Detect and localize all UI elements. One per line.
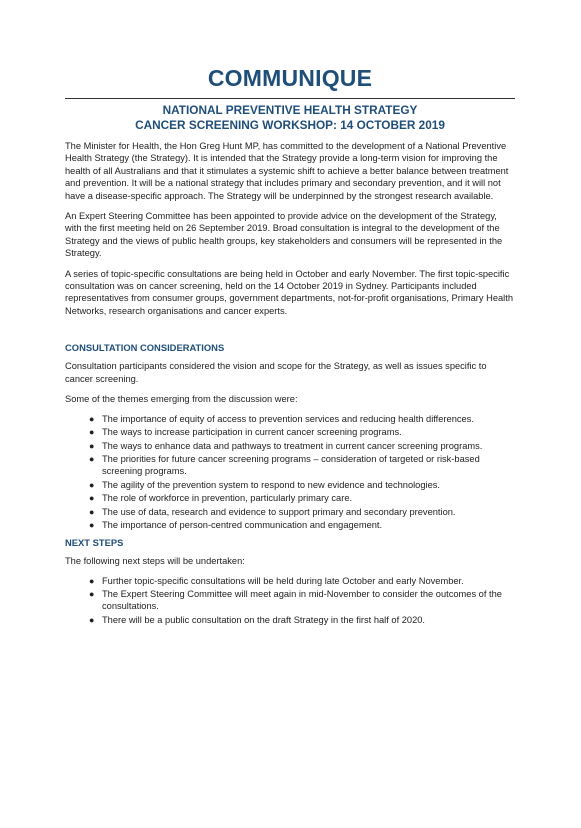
theme-text: The ways to increase participation in current cancer screening programs. [102,427,402,438]
next-step-text: Further topic-specific consultations will be held during late October and early November. [102,575,464,586]
list-item [65,454,515,478]
list-item [65,615,515,627]
theme-text: The importance of equity of access to prevention services and reducing health differences. [102,413,474,424]
bullet-icon: ● [89,506,95,517]
next-steps-heading: NEXT STEPS [65,537,124,549]
consultation-paragraph-1: Consultation participants considered the vision and scope for the Strategy, as well as issues specific to cancer screening. [65,361,487,384]
bullet-icon: ● [89,520,95,531]
list-item [65,414,515,426]
bullet-icon: ● [89,589,95,600]
document-title: COMMUNIQUE [207,65,373,91]
theme-text: The ways to enhance data and pathways to treatment in current cancer screening programs. [102,440,483,451]
list-item [65,493,515,505]
bullet-icon: ● [89,575,95,586]
theme-text: The use of data, research and evidence to support primary and secondary prevention. [102,506,456,517]
bullet-icon: ● [89,493,95,504]
next-step-text: There will be a public consultation on the draft Strategy in the first half of 2020. [102,614,425,625]
list-item [65,520,515,532]
list-item [65,589,515,613]
document-body [65,140,515,626]
list-item [65,427,515,439]
next-steps-paragraph: The following next steps will be undertaken: [65,556,245,567]
list-item [65,576,515,588]
bullet-icon: ● [89,614,95,625]
themes-list [65,414,515,533]
consultation-heading: CONSULTATION CONSIDERATIONS [65,342,225,354]
subtitle-line-1: NATIONAL PREVENTIVE HEALTH STRATEGY [162,103,418,117]
theme-text: The importance of person-centred communication and engagement. [102,520,383,531]
intro-paragraph-3: A series of topic-specific consultations are being held in October and early November. The first topic-specific consultation was on cancer screening, held on the 14 October 2019 in Sydney. Participants included representatives from consumer groups, government departments, not-for-profit organisations, Primary Health Networks, research organisations and cancer experts. [65,268,513,316]
next-steps-list [65,576,515,627]
bullet-icon: ● [89,427,95,438]
list-item [65,480,515,492]
bullet-icon: ● [89,440,95,451]
theme-text: The role of workforce in prevention, particularly primary care. [102,493,353,504]
subtitle-line-2: CANCER SCREENING WORKSHOP: 14 OCTOBER 2019 [135,118,445,132]
intro-paragraph-2: An Expert Steering Committee has been appointed to provide advice on the development of the Strategy, with the first meeting held on 26 September 2019. Broad consultation is integral to the development of the Strategy and the views of public health groups, key stakeholders and consumers will be represented in the Strategy. [65,211,503,259]
title-divider [65,98,515,99]
bullet-icon: ● [89,454,95,465]
list-item [65,441,515,453]
document-subtitle [65,103,515,133]
next-step-text: The Expert Steering Committee will meet again in mid-November to consider the outcomes of the consultations. [102,589,502,612]
consultation-paragraph-2: Some of the themes emerging from the discussion were: [65,394,298,405]
list-item [65,507,515,519]
theme-text: The agility of the prevention system to respond to new evidence and technologies. [102,479,440,490]
section-spacer [65,325,515,342]
bullet-icon: ● [89,479,95,490]
intro-paragraph-1: The Minister for Health, the Hon Greg Hunt MP, has committed to the development of a National Preventive Health Strategy (the Strategy). It is intended that the Strategy provide a long-term vision for improving the health of all Australians and that it stimulates a systemic shift to achieve a better balance between treatment and prevention. It will be a national strategy that includes primary and secondary prevention, and it will not have a disease-specific approach. The Strategy will be underpinned by the strongest research available. [65,141,509,201]
bullet-icon: ● [89,413,95,424]
theme-text: The priorities for future cancer screening programs – consideration of targeted or risk-based screening programs. [102,454,480,477]
